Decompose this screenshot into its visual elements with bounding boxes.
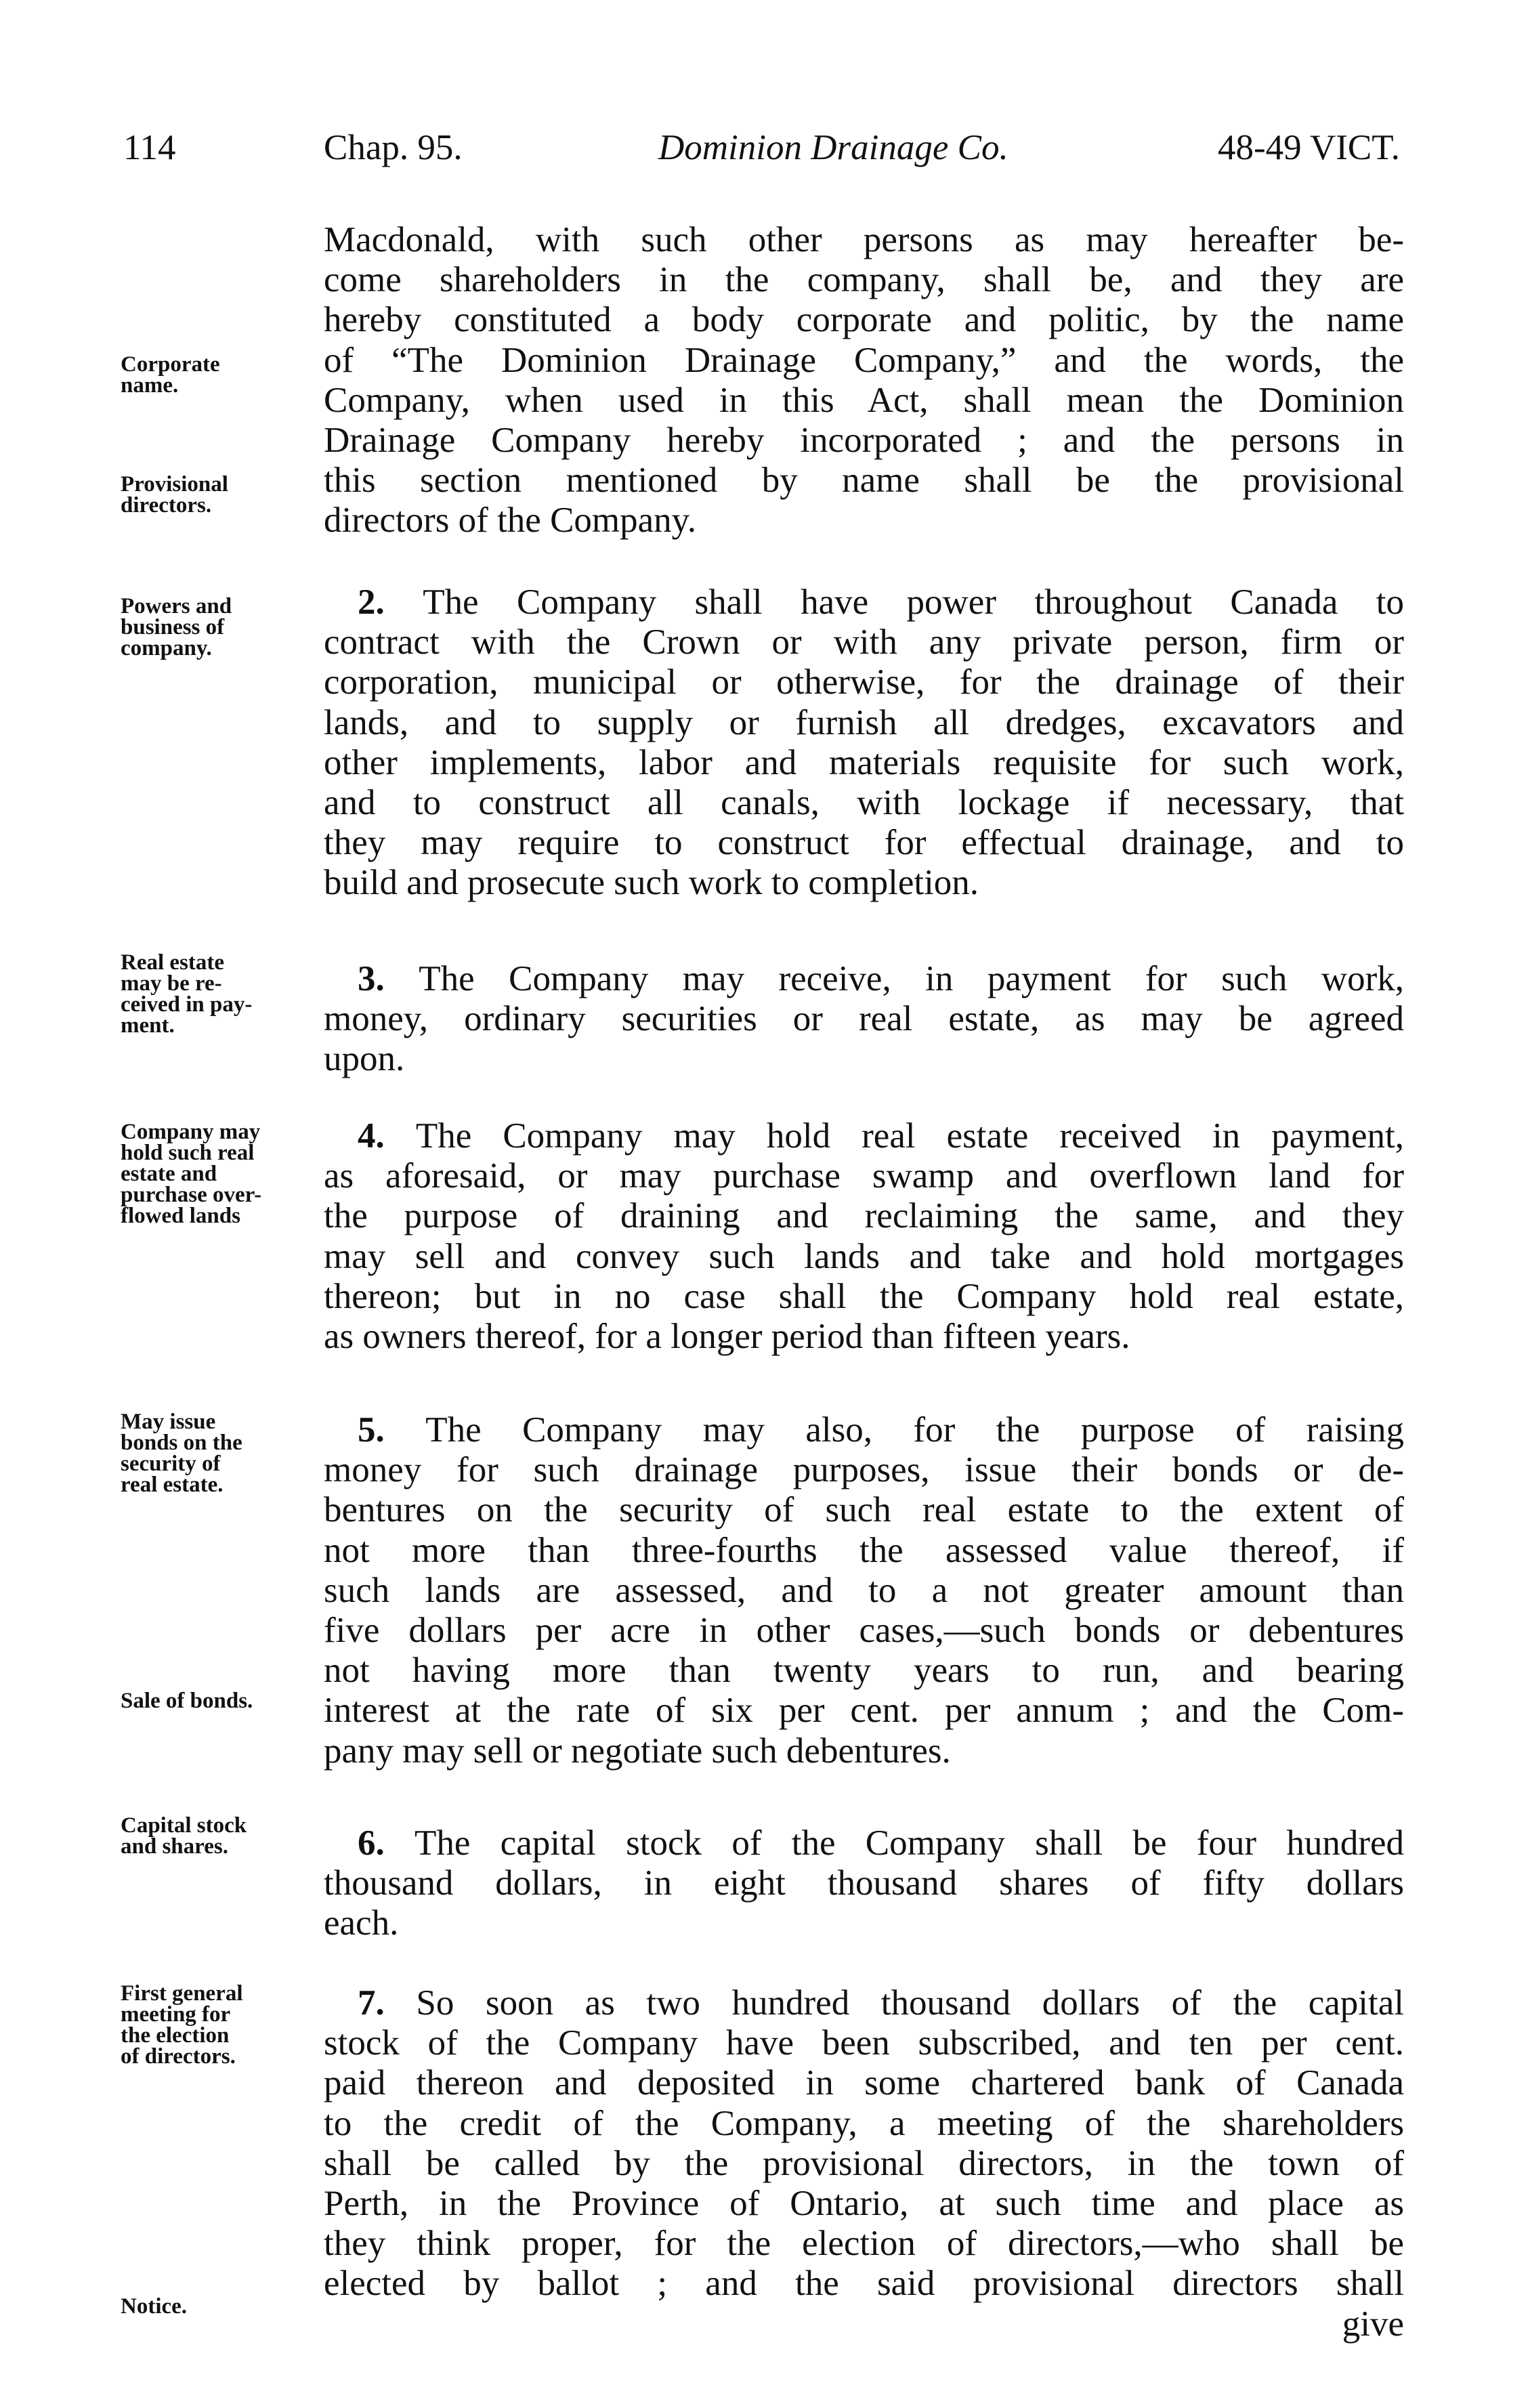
marginal-note-bonds	[121, 1412, 317, 1496]
text-line	[324, 1611, 1404, 1651]
marginal-note-line: May issue	[121, 1410, 216, 1434]
text-line	[324, 1863, 1404, 1903]
text-line	[324, 743, 1404, 783]
text-line	[324, 1731, 1404, 1771]
marginal-note-line: Real estate	[121, 950, 225, 975]
line-text: come shareholders in the company, shall be, and they are	[324, 260, 1404, 300]
section-text	[324, 583, 1404, 904]
marginal-note-notice	[121, 2296, 317, 2317]
line-text: build and prosecute such work to completion.	[324, 863, 979, 903]
line-text: to the credit of the Company, a meeting of the shareholders	[324, 2103, 1404, 2143]
line-text: of “The Dominion Drainage Company,” and the words, the	[324, 340, 1404, 380]
text-line	[324, 1823, 1404, 1863]
line-text: may sell and convey such lands and take and hold mortgages	[324, 1236, 1404, 1276]
text-line	[324, 2063, 1404, 2103]
marginal-note-line: Sale of bonds.	[121, 1689, 253, 1713]
text-line	[324, 260, 1404, 300]
running-title: Dominion Drainage Co.	[658, 128, 1008, 167]
text-line	[324, 959, 1404, 999]
line-text: give	[1342, 2304, 1404, 2344]
marginal-note-line: hold such real	[121, 1141, 255, 1165]
text-line	[324, 1490, 1404, 1530]
section-text	[324, 1823, 1404, 1944]
line-text: this section mentioned by name shall be the provisional	[324, 461, 1404, 501]
line-text: the purpose of draining and reclaiming the same, and they	[324, 1196, 1404, 1236]
marginal-note-line: ment.	[121, 1013, 175, 1038]
text-line	[324, 1531, 1404, 1571]
text-line	[324, 1156, 1404, 1196]
text-line	[324, 823, 1404, 863]
marginal-note-line: Powers and	[121, 594, 232, 618]
line-text: not having more than twenty years to run, and bearing	[324, 1651, 1404, 1691]
line-text: bentures on the security of such real estate to the extent of	[324, 1490, 1404, 1530]
marginal-note-real-estate	[121, 952, 317, 1036]
text-line	[324, 421, 1404, 461]
line-text: thereon; but in no case shall the Company hold real estate,	[324, 1276, 1404, 1316]
line-text: money for such drainage purposes, issue their bonds or de-	[324, 1450, 1404, 1490]
line-text: they may require to construct for effectual drainage, and to	[324, 823, 1404, 863]
marginal-note-line: flowed lands	[121, 1204, 240, 1228]
line-text: other implements, labor and materials requisite for such work,	[324, 742, 1404, 782]
marginal-note-line: of directors.	[121, 2044, 236, 2069]
marginal-note-line: ceived in pay-	[121, 992, 253, 1017]
marginal-note-meeting	[121, 1983, 317, 2067]
line-text: paid thereon and deposited in some chartered bank of Canada	[324, 2063, 1404, 2103]
line-text: shall be called by the provisional directors, in the town of	[324, 2143, 1404, 2183]
marginal-note-line: Notice.	[121, 2294, 188, 2319]
marginal-note-line: name.	[121, 373, 179, 398]
marginal-note-corporate	[121, 354, 317, 396]
text-line	[324, 1983, 1404, 2023]
text-line	[324, 622, 1404, 662]
line-text: The Company may hold real estate received in payment,	[415, 1116, 1404, 1156]
section-number: 2.	[358, 583, 423, 622]
text-line	[324, 662, 1404, 702]
line-text: Perth, in the Province of Ontario, at such time and place as	[324, 2183, 1404, 2223]
marginal-note-hold	[121, 1122, 317, 1227]
text-line	[324, 783, 1404, 823]
section-number: 3.	[358, 959, 419, 998]
line-text: stock of the Company have been subscribed, and ten per cent.	[324, 2023, 1404, 2063]
text-line	[324, 1450, 1404, 1490]
marginal-note-line: and shares.	[121, 1834, 228, 1859]
text-line	[324, 341, 1404, 381]
line-text: elected by ballot ; and the said provisional directors shall	[324, 2264, 1404, 2304]
marginal-note-sale	[121, 1691, 317, 1712]
line-text: The Company may also, for the purpose of raising	[425, 1410, 1405, 1450]
text-line	[324, 2104, 1404, 2144]
running-header	[0, 127, 1530, 182]
marginal-note-line: company.	[121, 636, 212, 660]
marginal-note-line: the election	[121, 2023, 230, 2048]
marginal-note-line: Provisional	[121, 472, 228, 497]
line-text: Company, when used in this Act, shall mean the Dominion	[324, 380, 1404, 420]
line-text: The Company may receive, in payment for such work,	[419, 959, 1404, 998]
marginal-note-line: may be re-	[121, 971, 222, 996]
section-text	[324, 220, 1404, 541]
marginal-note-line: meeting for	[121, 2002, 231, 2027]
marginal-note-line: Corporate	[121, 352, 220, 377]
text-line	[324, 2144, 1404, 2184]
text-line	[324, 501, 1404, 541]
text-line	[324, 1277, 1404, 1317]
line-text: they think proper, for the election of directors,—who shall be	[324, 2224, 1404, 2264]
regnal-year: 48-49 VICT.	[1218, 128, 1400, 167]
section-number: 7.	[358, 1983, 417, 2023]
text-line	[324, 583, 1404, 622]
chapter-label: Chap. 95.	[324, 128, 463, 167]
text-line	[324, 1317, 1404, 1357]
line-text: hereby constituted a body corporate and politic, by the name	[324, 300, 1404, 340]
marginal-note-line: bonds on the	[121, 1431, 242, 1455]
line-text: Macdonald, with such other persons as may hereafter be-	[324, 220, 1404, 259]
text-line	[324, 1196, 1404, 1236]
text-line	[324, 1039, 1404, 1079]
section-text	[324, 1116, 1404, 1357]
marginal-note-line: purchase over-	[121, 1183, 262, 1207]
text-line	[324, 220, 1404, 260]
text-line	[324, 1691, 1404, 1731]
marginal-note-line: real estate.	[121, 1473, 224, 1497]
text-line	[324, 999, 1404, 1039]
section-text	[324, 1410, 1404, 1771]
marginal-note-line: directors.	[121, 493, 212, 517]
line-text: thousand dollars, in eight thousand shares of fifty dollars	[324, 1863, 1404, 1903]
line-text: each.	[324, 1903, 399, 1943]
line-text: The Company shall have power throughout Canada to	[423, 583, 1405, 622]
text-line	[324, 1237, 1404, 1277]
marginal-note-line: First general	[121, 1981, 243, 2006]
line-text: directors of the Company.	[324, 501, 696, 541]
line-text: The capital stock of the Company shall be four hundred	[415, 1823, 1404, 1863]
text-line	[324, 2023, 1404, 2063]
section-number: 5.	[358, 1410, 426, 1450]
text-line	[324, 863, 1404, 903]
section-text	[324, 959, 1404, 1080]
section-text	[324, 1983, 1404, 2344]
marginal-note-line: estate and	[121, 1162, 217, 1186]
line-text: So soon as two hundred thousand dollars of the capital	[416, 1983, 1404, 2023]
text-line	[324, 1116, 1404, 1156]
text-line	[324, 461, 1404, 501]
section-number: 4.	[358, 1116, 416, 1156]
line-text: contract with the Crown or with any private person, firm or	[324, 622, 1404, 662]
marginal-note-provisional	[121, 474, 317, 516]
section-number: 6.	[358, 1823, 415, 1863]
text-line	[324, 1571, 1404, 1611]
line-text: not more than three-fourths the assessed value thereof, if	[324, 1530, 1404, 1570]
text-line	[324, 2224, 1404, 2264]
text-line	[324, 1651, 1404, 1691]
marginal-note-line: Capital stock	[121, 1813, 247, 1838]
text-line	[324, 300, 1404, 340]
line-text: money, ordinary securities or real estate, as may be agreed	[324, 999, 1404, 1039]
marginal-note-line: security of	[121, 1452, 221, 1476]
line-text: pany may sell or negotiate such debentures.	[324, 1731, 951, 1771]
text-line	[324, 1410, 1404, 1450]
line-text: as owners thereof, for a longer period than fifteen years.	[324, 1316, 1130, 1356]
line-text: interest at the rate of six per cent. per annum ; and the Com-	[324, 1691, 1404, 1731]
text-line	[324, 2304, 1404, 2344]
text-line	[324, 2184, 1404, 2224]
line-text: as aforesaid, or may purchase swamp and overflown land for	[324, 1156, 1404, 1196]
line-text: such lands are assessed, and to a not greater amount than	[324, 1570, 1404, 1610]
marginal-note-line: business of	[121, 615, 225, 639]
page-number: 114	[123, 128, 176, 167]
line-text: corporation, municipal or otherwise, for the drainage of their	[324, 662, 1404, 702]
text-line	[324, 703, 1404, 743]
text-line	[324, 2264, 1404, 2304]
text-line	[324, 381, 1404, 421]
line-text: Drainage Company hereby incorporated ; and the persons in	[324, 420, 1404, 460]
line-text: upon.	[324, 1039, 405, 1079]
line-text: and to construct all canals, with lockage if necessary, that	[324, 782, 1404, 822]
line-text: lands, and to supply or furnish all dredges, excavators and	[324, 702, 1404, 742]
text-line	[324, 1903, 1404, 1943]
marginal-note-capital	[121, 1815, 317, 1857]
marginal-note-powers	[121, 596, 317, 659]
marginal-note-line: Company may	[121, 1120, 261, 1144]
line-text: five dollars per acre in other cases,—such bonds or debentures	[324, 1610, 1404, 1650]
